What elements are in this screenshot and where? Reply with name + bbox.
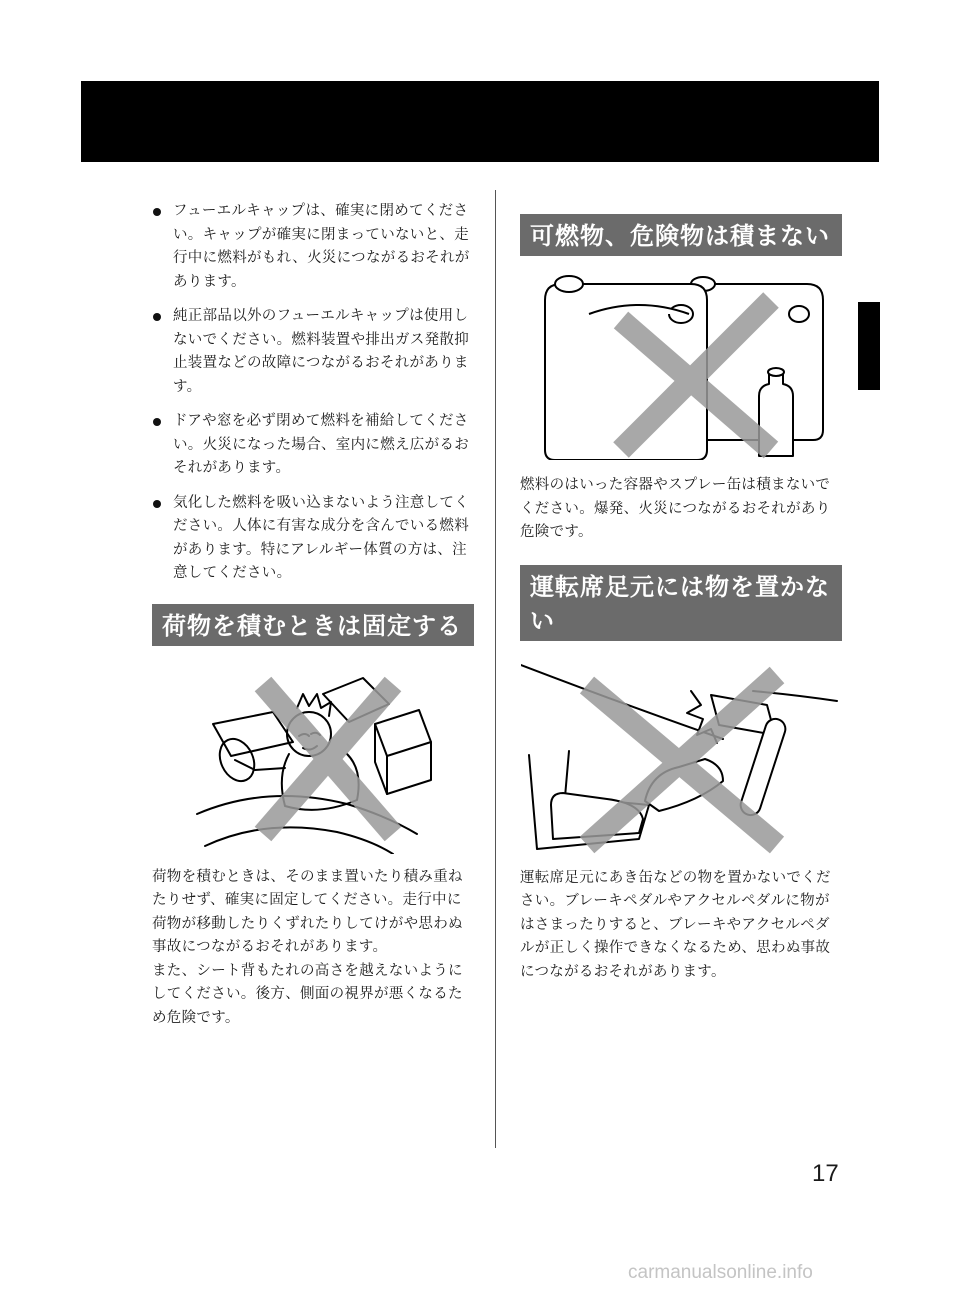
fuel-containers-illustration [531, 270, 831, 460]
chapter-tab [858, 302, 880, 390]
cargo-heading: 荷物を積むときは固定する [152, 604, 474, 646]
loose-cargo-illustration [193, 664, 433, 854]
bullet-item: フューエルキャップは、確実に閉めてください。キャップが確実に閉まっていないと、走行中に燃料がもれ、火災につながるおそれがあります。 [152, 200, 474, 294]
flammables-text: 燃料のはいった容器やスプレー缶は積まないでください。爆発、火災につながるおそれがあり危険です。 [520, 477, 831, 540]
column-divider [495, 190, 496, 1148]
flammables-heading: 可燃物、危険物は積まない [520, 214, 842, 256]
cargo-text-1: 荷物を積むときは、そのまま置いたり積み重ねたりせず、確実に固定してください。走行中に荷物が移動したりくずれたりしてけがや思わぬ事故につながるおそれがあります。 [152, 868, 463, 955]
bullet-item: 純正部品以外のフューエルキャップは使用しないでください。燃料装置や排出ガス発散抑止装置などの故障につながるおそれがあります。 [152, 305, 474, 399]
bullet-item: ドアや窓を必ず閉めて燃料を補給してください。火災になった場合、室内に燃え広がるおそれがあります。 [152, 410, 474, 481]
pedal-obstruction-illustration [521, 655, 841, 855]
fuel-cap-bullets [152, 200, 474, 586]
footwell-text: 運転席足元にあき缶などの物を置かないでください。ブレーキペダルやアクセルペダルに物がはさまったりすると、ブレーキやアクセルペダルが正しく操作できなくなるため、思わぬ事故につながるおそれがあります。 [520, 869, 831, 980]
page-number: 17 [812, 1160, 839, 1187]
cargo-text-2: また、シート背もたれの高さを越えないようにしてください。後方、側面の視界が悪くなるため危険です。 [152, 962, 463, 1026]
bullet-item: 気化した燃料を吸い込まないよう注意してください。人体に有害な成分を含んでいる燃料があります。特にアレルギー体質の方は、注意してください。 [152, 492, 474, 586]
header-bar [81, 81, 879, 162]
right-column [520, 214, 842, 984]
left-column [152, 200, 474, 1030]
watermark: carmanualsonline.info [628, 1262, 813, 1283]
footwell-heading: 運転席足元には物を置かない [520, 565, 842, 641]
